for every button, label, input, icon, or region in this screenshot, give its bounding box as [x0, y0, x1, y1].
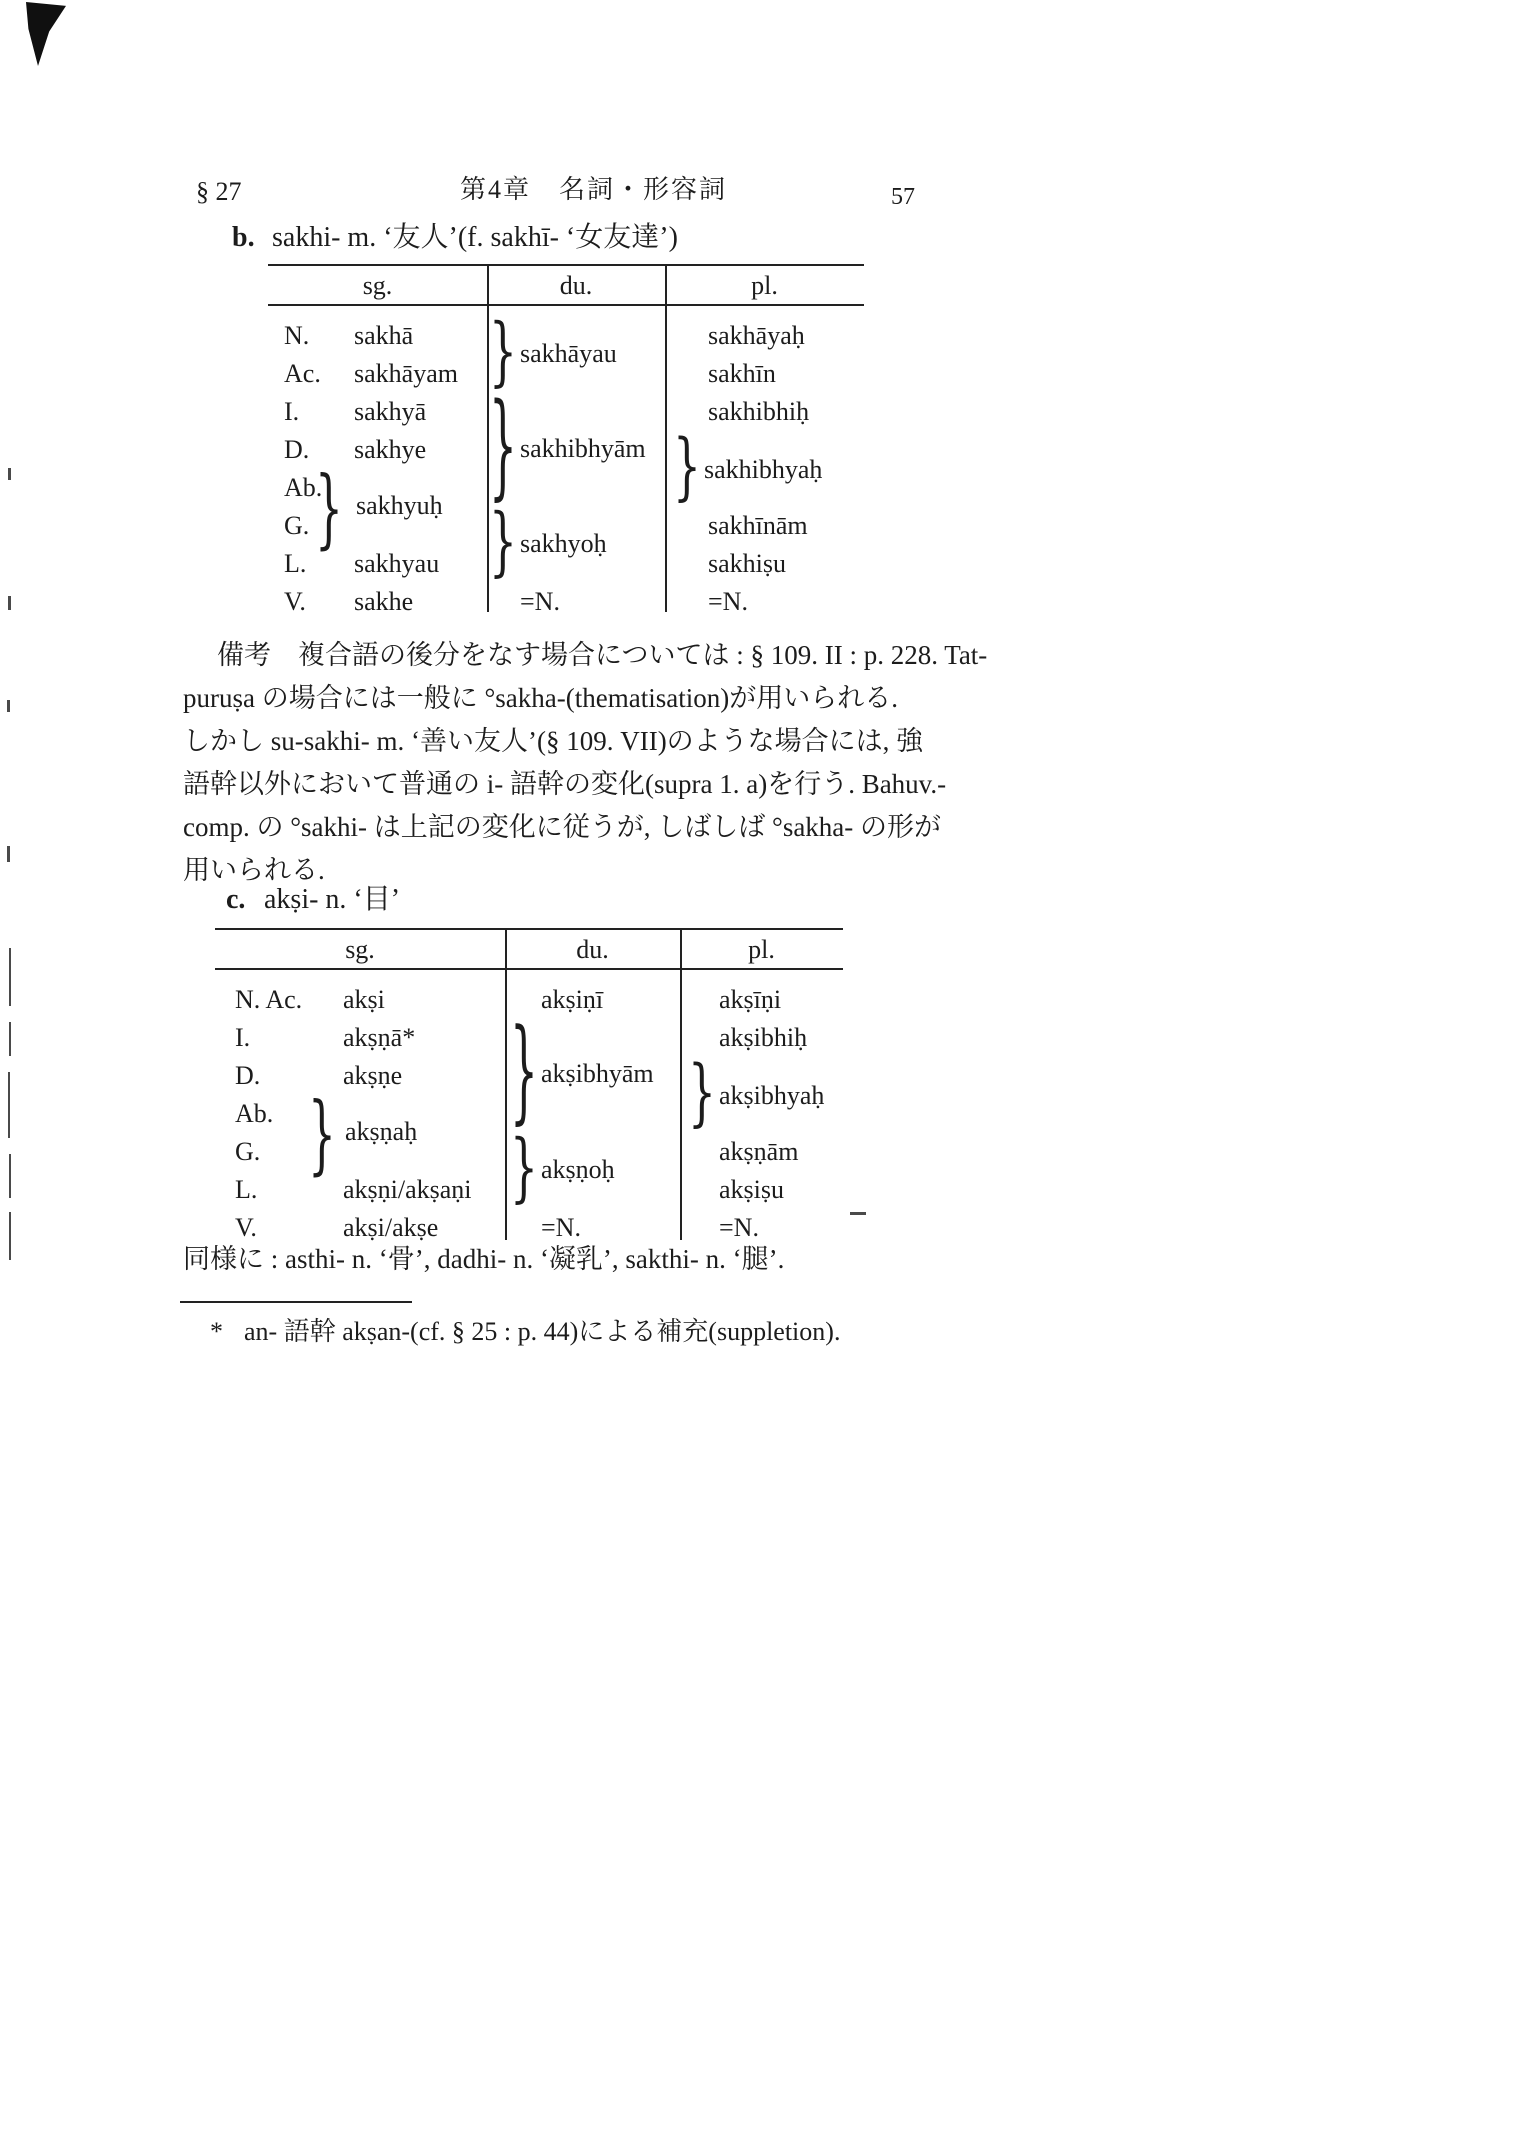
- margin-line-segment: [8, 1072, 10, 1138]
- t2-sg-l: akṣṇi/akṣaṇi: [343, 1175, 472, 1204]
- t2-sg-d: akṣṇe: [343, 1061, 403, 1090]
- brace-glyph: }: [489, 308, 517, 396]
- t1-case-l: L.: [284, 549, 307, 578]
- brace-glyph: }: [315, 459, 343, 559]
- t1-du-n-ac: sakhāyau: [520, 339, 617, 368]
- margin-line-segment: [9, 1212, 11, 1260]
- t2-sg-ab-g: akṣṇaḥ: [345, 1117, 418, 1146]
- t1-pl-g: sakhīnām: [708, 511, 808, 540]
- t1-case-v: V.: [284, 587, 306, 616]
- remark-line: 語幹以外において普通の i- 語幹の変化(supra 1. a)を行う. Bahuv.-: [183, 769, 947, 799]
- t2-pl-n-ac: akṣīṇi: [719, 985, 782, 1014]
- chapter-header: 第4章 名詞・形容詞: [460, 175, 728, 204]
- brace-d-ab: [673, 425, 701, 510]
- t1-sg-ab-g: sakhyuḥ: [356, 491, 443, 520]
- margin-line-segment: [9, 1022, 11, 1056]
- t2-pl-v: =N.: [719, 1213, 759, 1242]
- table-column-rule: [665, 264, 667, 612]
- section-b-title: sakhi- m. ‘友人’(f. sakhī- ‘女友達’): [272, 222, 678, 253]
- margin-tick: [7, 846, 10, 862]
- t1-header-pl: pl.: [751, 271, 778, 300]
- section-b-label: b.: [232, 222, 255, 253]
- section-mark: § 27: [196, 177, 242, 206]
- brace-i-d-ab: [489, 380, 517, 513]
- table-header-rule: [268, 304, 864, 306]
- t1-du-v: =N.: [520, 587, 560, 616]
- remark-line: 用いられる.: [183, 855, 325, 885]
- brace-glyph: }: [688, 1051, 716, 1136]
- t1-pl-d-ab: sakhibhyaḥ: [704, 455, 823, 484]
- t1-header-du: du.: [559, 271, 593, 300]
- margin-tick: [7, 700, 10, 712]
- remark-line: しかし su-sakhi- m. ‘善い友人’(§ 109. VII)のような場合には, 強: [183, 726, 924, 756]
- remark-line: 備考 複合語の後分をなす場合については : § 109. II : p. 228. Tat-: [217, 640, 988, 670]
- page-number: 57: [891, 184, 915, 210]
- t2-pl-g: akṣṇām: [719, 1137, 799, 1166]
- brace-g-l: [510, 1124, 538, 1212]
- t2-header-sg: sg.: [345, 935, 375, 964]
- t1-header-sg: sg.: [362, 271, 393, 300]
- t1-sg-v: sakhe: [354, 587, 414, 616]
- t2-case-d: D.: [235, 1061, 261, 1090]
- margin-tick: [8, 596, 11, 610]
- t2-du-g-l: akṣṇoḥ: [541, 1155, 615, 1184]
- brace-d-ab: [688, 1051, 716, 1136]
- t2-header-pl: pl.: [748, 935, 775, 964]
- t1-sg-ac: sakhāyam: [354, 359, 458, 388]
- brace-g-l: [489, 498, 517, 586]
- margin-line-segment: [9, 1154, 11, 1198]
- table-header-rule: [215, 968, 843, 970]
- scan-corner-mark: [26, 2, 66, 66]
- t1-pl-ac: sakhīn: [708, 359, 776, 388]
- t1-pl-v: =N.: [708, 587, 748, 616]
- t2-du-v: =N.: [541, 1213, 581, 1242]
- margin-line-segment: [9, 948, 11, 1006]
- t1-du-i-d-ab: sakhibhyām: [520, 434, 646, 463]
- t1-sg-i: sakhyā: [354, 397, 427, 426]
- t2-case-ab: Ab.: [235, 1099, 274, 1128]
- t1-case-ab: Ab.: [284, 473, 323, 502]
- remark-paragraph: [183, 634, 988, 892]
- brace-glyph: }: [489, 498, 517, 586]
- t1-case-n: N.: [284, 321, 310, 350]
- table-column-rule: [680, 928, 682, 1240]
- t1-case-d: D.: [284, 435, 310, 464]
- brace-ab-g: [308, 1085, 336, 1185]
- table-column-rule: [505, 928, 507, 1240]
- t2-header-du: du.: [576, 935, 609, 964]
- brace-glyph: }: [510, 1124, 538, 1212]
- t2-pl-l: akṣiṣu: [719, 1175, 784, 1204]
- t2-du-i-d-ab: akṣibhyām: [541, 1059, 654, 1088]
- t1-case-i: I.: [284, 397, 300, 426]
- t1-case-g: G.: [284, 511, 310, 540]
- t2-pl-d-ab: akṣibhyaḥ: [719, 1081, 825, 1110]
- t1-pl-l: sakhiṣu: [708, 549, 786, 578]
- brace-i-d-ab: [510, 1006, 538, 1137]
- t1-pl-n: sakhāyaḥ: [708, 321, 805, 350]
- t2-case-n-ac: N. Ac.: [235, 985, 303, 1014]
- t2-sg-i: akṣṇā*: [343, 1023, 416, 1052]
- footnote-separator: [180, 1301, 412, 1303]
- footnote-text: an- 語幹 akṣan-(cf. § 25 : p. 44)による補充(suppletion).: [244, 1317, 841, 1346]
- similar-stems-note: 同様に : asthi- n. ‘骨’, dadhi- n. ‘凝乳’, sakthi- n. ‘腿’.: [183, 1244, 785, 1274]
- stray-dash: [850, 1212, 866, 1215]
- brace-ab-g: [315, 459, 343, 559]
- t2-pl-i: akṣibhiḥ: [719, 1023, 808, 1052]
- t1-sg-d: sakhye: [354, 435, 427, 464]
- brace-glyph: }: [308, 1085, 336, 1185]
- t2-sg-n-ac: akṣi: [343, 985, 385, 1014]
- section-c-label: c.: [226, 884, 246, 915]
- footnote-marker: *: [210, 1317, 223, 1346]
- declension-table-aksi: [215, 922, 843, 1257]
- brace-n-ac: [489, 308, 517, 396]
- t2-case-i: I.: [235, 1023, 251, 1052]
- t1-sg-n: sakhā: [354, 321, 414, 350]
- brace-glyph: }: [489, 380, 517, 513]
- declension-table-sakhi: [268, 258, 864, 628]
- table-top-rule: [268, 264, 864, 266]
- t1-case-ac: Ac.: [284, 359, 321, 388]
- remark-line: puruṣa の場合には一般に °sakha-(thematisation)が用いられる.: [183, 683, 898, 713]
- t1-sg-l: sakhyau: [354, 549, 440, 578]
- t1-pl-i: sakhibhiḥ: [708, 397, 810, 426]
- t2-case-g: G.: [235, 1137, 261, 1166]
- brace-glyph: }: [510, 1006, 538, 1137]
- table-top-rule: [215, 928, 843, 930]
- t2-sg-v: akṣi/akṣe: [343, 1213, 439, 1242]
- t2-case-v: V.: [235, 1213, 257, 1242]
- margin-tick: [8, 468, 11, 480]
- t2-du-n-ac: akṣiṇī: [541, 985, 604, 1014]
- t2-case-l: L.: [235, 1175, 258, 1204]
- brace-glyph: }: [673, 425, 701, 510]
- t1-du-g-l: sakhyoḥ: [520, 529, 607, 558]
- section-c-title: akṣi- n. ‘目’: [264, 884, 401, 915]
- remark-line: comp. の °sakhi- は上記の変化に従うが, しばしば °sakha- の形が: [183, 812, 942, 842]
